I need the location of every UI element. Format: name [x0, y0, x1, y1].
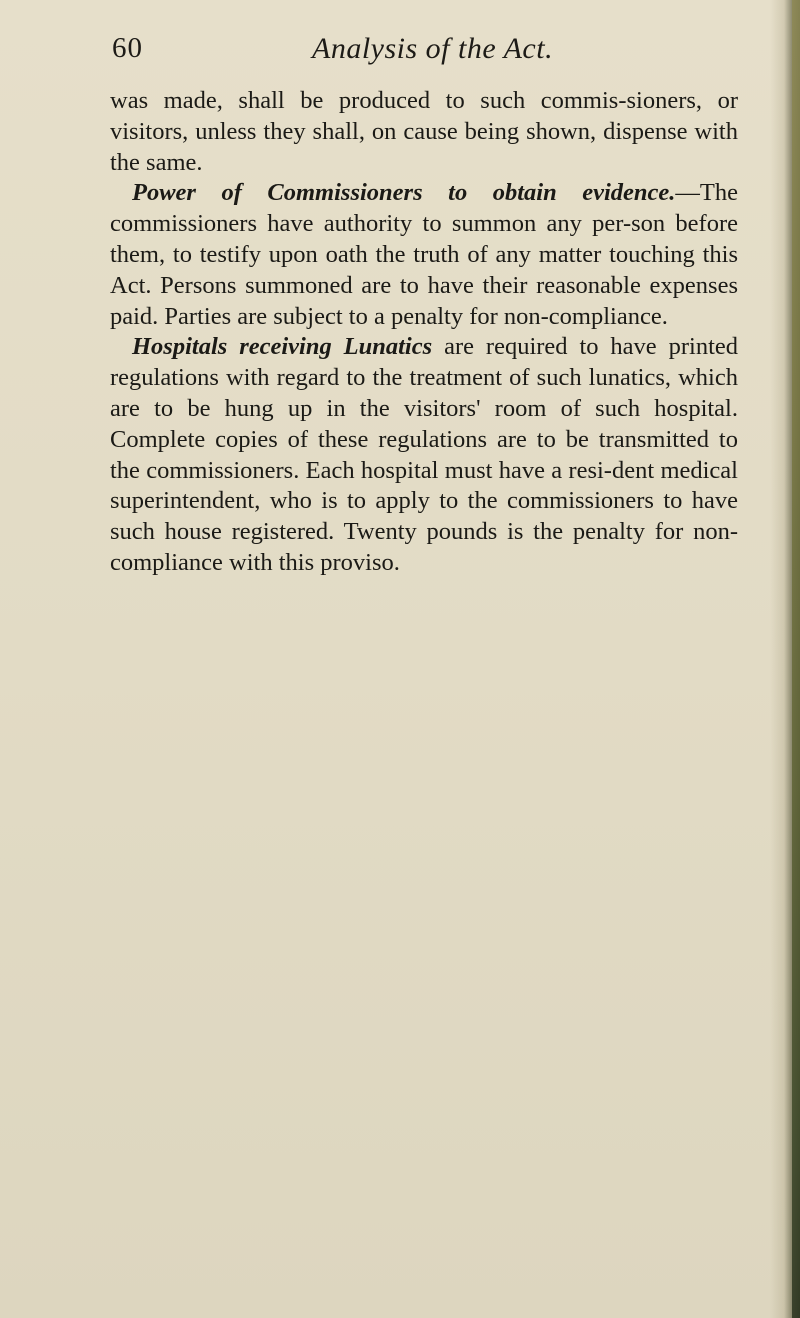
paragraph-power-of-commissioners [110, 178, 738, 332]
running-head [112, 32, 732, 72]
running-title: Analysis of the Act. [312, 32, 554, 65]
section-heading-hospitals-receiving-lunatics: Hospitals receiving Lunatics [132, 333, 433, 361]
page-number: 60 [112, 32, 143, 64]
body-text [110, 86, 738, 579]
page-edge-shadow [792, 0, 800, 1318]
section-text-power-of-commissioners: —The commissioners have authority to summon any per-son before them, to testify upon oath the truth of any matter touching this Act. Persons summoned are to have their reasonable expenses paid. Parties are subject to a penalty for non-compliance. [110, 179, 738, 330]
section-heading-power-of-commissioners: Power of Commissioners to obtain evidence. [132, 179, 676, 207]
paragraph-continuation: was made, shall be produced to such commis-sioners, or visitors, unless they shall, on cause being shown, dispense with the same. [110, 87, 738, 176]
paragraph-hospitals-receiving-lunatics [110, 332, 738, 578]
section-text-hospitals-receiving-lunatics: are required to have printed regulations with regard to the treatment of such lunatics, which are to be hung up in the visitors' room of such hospital. Complete copies of these regulations are to be transmitted to the commissioners. Each hospital must have a resi-dent medical superintendent, who is to apply to the commissioners to have such house registered. Twenty pounds is the penalty for non-compliance with this proviso. [110, 333, 738, 576]
